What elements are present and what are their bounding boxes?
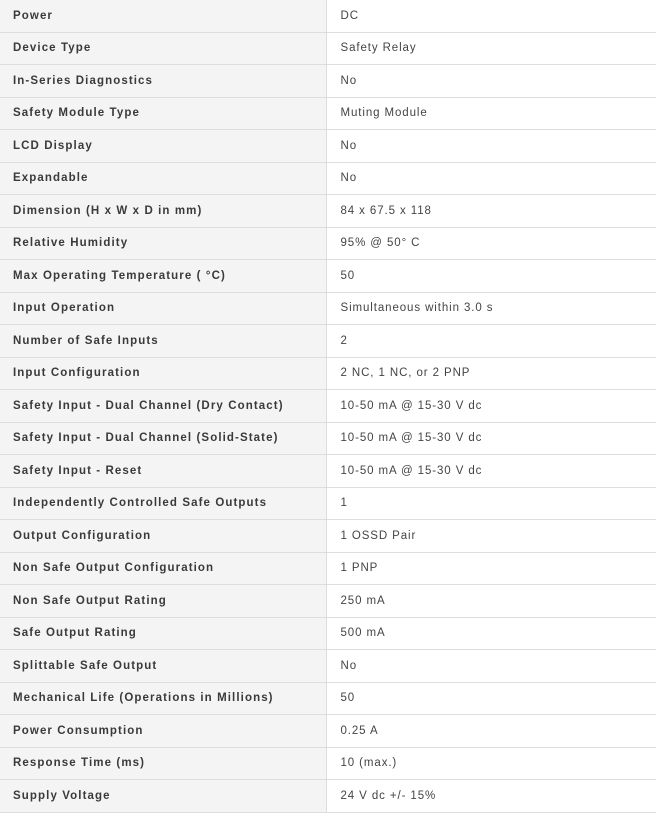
- spec-value: 24 V dc +/- 15%: [326, 780, 656, 813]
- spec-label: Safe Output Rating: [0, 617, 326, 650]
- spec-label: LCD Display: [0, 130, 326, 163]
- spec-row: [0, 780, 656, 813]
- spec-row: [0, 422, 656, 455]
- spec-value: 2: [326, 325, 656, 358]
- spec-row: [0, 32, 656, 65]
- spec-value: 0.25 A: [326, 715, 656, 748]
- spec-row: [0, 390, 656, 423]
- spec-label: In-Series Diagnostics: [0, 65, 326, 98]
- spec-label: Safety Input - Dual Channel (Dry Contact): [0, 390, 326, 423]
- spec-value: 84 x 67.5 x 118: [326, 195, 656, 228]
- spec-row: [0, 747, 656, 780]
- spec-label: Safety Input - Reset: [0, 455, 326, 488]
- spec-label: Response Time (ms): [0, 747, 326, 780]
- spec-value: No: [326, 130, 656, 163]
- spec-label: Mechanical Life (Operations in Millions): [0, 682, 326, 715]
- spec-label: Max Operating Temperature ( °C): [0, 260, 326, 293]
- spec-row: [0, 520, 656, 553]
- spec-label: Number of Safe Inputs: [0, 325, 326, 358]
- spec-value: 2 NC, 1 NC, or 2 PNP: [326, 357, 656, 390]
- spec-value: No: [326, 162, 656, 195]
- spec-label: Splittable Safe Output: [0, 650, 326, 683]
- spec-row: [0, 260, 656, 293]
- spec-value: Safety Relay: [326, 32, 656, 65]
- spec-value: 50: [326, 682, 656, 715]
- spec-label: Expandable: [0, 162, 326, 195]
- spec-label: Power Consumption: [0, 715, 326, 748]
- spec-row: [0, 292, 656, 325]
- spec-row: [0, 585, 656, 618]
- spec-value: 10-50 mA @ 15-30 V dc: [326, 422, 656, 455]
- spec-label: Output Configuration: [0, 520, 326, 553]
- spec-row: [0, 552, 656, 585]
- spec-label: Input Operation: [0, 292, 326, 325]
- spec-label: Safety Module Type: [0, 97, 326, 130]
- spec-row: [0, 715, 656, 748]
- spec-value: Muting Module: [326, 97, 656, 130]
- spec-row: [0, 325, 656, 358]
- spec-value: 95% @ 50° C: [326, 227, 656, 260]
- spec-value: Simultaneous within 3.0 s: [326, 292, 656, 325]
- spec-value: 1: [326, 487, 656, 520]
- spec-label: Relative Humidity: [0, 227, 326, 260]
- spec-value: 50: [326, 260, 656, 293]
- spec-value: 1 OSSD Pair: [326, 520, 656, 553]
- spec-row: [0, 0, 656, 32]
- spec-value: 500 mA: [326, 617, 656, 650]
- spec-label: Dimension (H x W x D in mm): [0, 195, 326, 228]
- spec-value: 10 (max.): [326, 747, 656, 780]
- spec-row: [0, 650, 656, 683]
- spec-value: No: [326, 650, 656, 683]
- spec-row: [0, 195, 656, 228]
- spec-row: [0, 487, 656, 520]
- spec-label: Safety Input - Dual Channel (Solid-State): [0, 422, 326, 455]
- spec-label: Independently Controlled Safe Outputs: [0, 487, 326, 520]
- spec-row: [0, 130, 656, 163]
- spec-label: Power: [0, 0, 326, 32]
- spec-row: [0, 97, 656, 130]
- spec-row: [0, 227, 656, 260]
- spec-label: Device Type: [0, 32, 326, 65]
- spec-value: 10-50 mA @ 15-30 V dc: [326, 455, 656, 488]
- spec-label: Supply Voltage: [0, 780, 326, 813]
- spec-value: 10-50 mA @ 15-30 V dc: [326, 390, 656, 423]
- spec-label: Non Safe Output Configuration: [0, 552, 326, 585]
- spec-row: [0, 617, 656, 650]
- spec-row: [0, 65, 656, 98]
- spec-row: [0, 162, 656, 195]
- spec-row: [0, 682, 656, 715]
- spec-row: [0, 357, 656, 390]
- spec-label: Input Configuration: [0, 357, 326, 390]
- spec-value: DC: [326, 0, 656, 32]
- spec-value: 250 mA: [326, 585, 656, 618]
- spec-label: Non Safe Output Rating: [0, 585, 326, 618]
- spec-value: 1 PNP: [326, 552, 656, 585]
- spec-value: No: [326, 65, 656, 98]
- spec-row: [0, 455, 656, 488]
